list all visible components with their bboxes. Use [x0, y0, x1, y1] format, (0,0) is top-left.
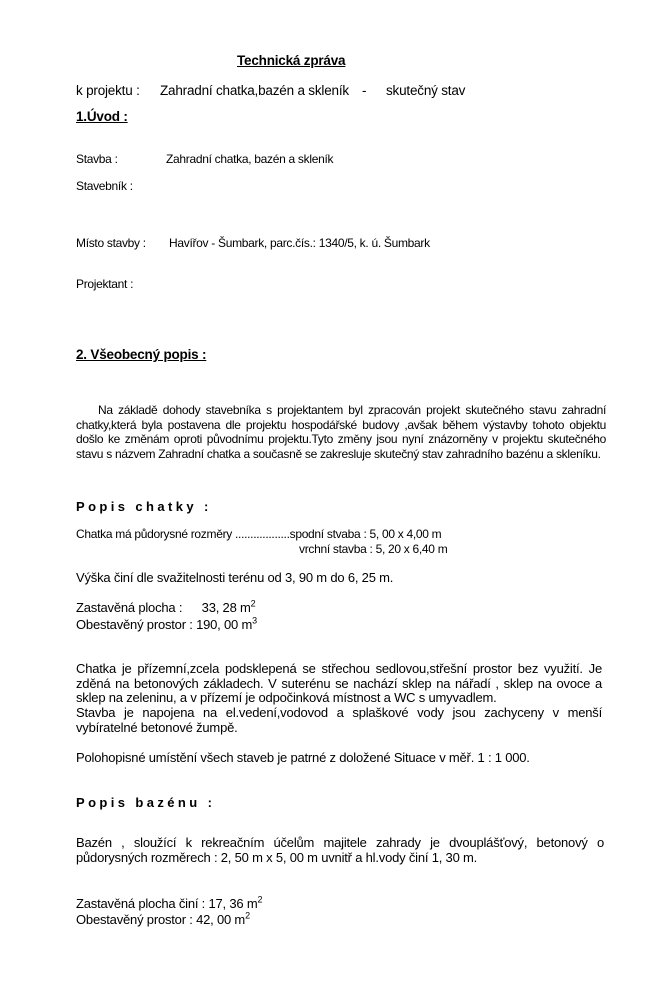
chatka-dims-line1: Chatka má půdorysné rozměry ..................spodní stvaba : 5, 00 x 4,00 m	[76, 527, 442, 541]
chatka-area-value: 33, 28 m	[201, 600, 251, 615]
bazen-area-value: Zastavěná plocha činí : 17, 36 m	[76, 896, 258, 911]
chatka-dims-line2: vrchní stavba : 5, 20 x 6,40 m	[299, 542, 448, 556]
document-title: Technická zpráva	[237, 53, 346, 68]
chatka-volume-exp: 3	[252, 615, 257, 626]
bazen-desc: Bazén , sloužící k rekreačním účelům majitele zahrady je dvouplášťový, betonový o půdorysných rozměrech : 2, 50 m x 5, 00 m uvnitř a hl.vody činí 1, 30 m.	[76, 835, 604, 865]
chatka-area	[76, 600, 255, 615]
chatka-volume	[76, 617, 257, 632]
project-name: Zahradní chatka,bazén a skleník	[160, 83, 349, 98]
chatka-heading: Popis chatky :	[76, 499, 212, 514]
bazen-area	[76, 896, 262, 911]
projektant-label: Projektant :	[76, 277, 134, 291]
stavebnik-label: Stavebník :	[76, 179, 133, 193]
bazen-volume	[76, 912, 250, 927]
chatka-area-exp: 2	[250, 598, 256, 609]
bazen-volume-exp: 2	[245, 910, 250, 921]
project-dash: -	[362, 83, 367, 98]
bazen-heading: Popis bazénu :	[76, 795, 216, 810]
chatka-desc-1: Chatka je přízemní,zcela podsklepená se střechou sedlovou,střešní prostor bez využití. Je zděná na betonových základech. V suterénu se nachází sklep na nářadí , sklep na ovoce a sklep na zeleninu, a v přízemí je odpočinková místnost a WC s umyvadlem.	[76, 661, 602, 705]
intro-heading: 1.Úvod :	[76, 109, 128, 124]
location-note: Polohopisné umístění všech staveb je patrné z doložené Situace v měř. 1 : 1 000.	[76, 750, 530, 765]
general-heading: 2. Všeobecný popis :	[76, 347, 207, 362]
misto-label: Místo stavby :	[76, 236, 146, 250]
chatka-area-label: Zastavěná plocha :	[76, 600, 183, 615]
misto-value: Havířov - Šumbark, parc.čís.: 1340/5, k. ú. Šumbark	[169, 236, 430, 250]
project-status: skutečný stav	[386, 83, 466, 98]
chatka-volume-value: Obestavěný prostor : 190, 00 m	[76, 617, 253, 632]
project-label: k projektu :	[76, 83, 140, 98]
bazen-volume-value: Obestavěný prostor : 42, 00 m	[76, 912, 246, 927]
bazen-area-exp: 2	[257, 894, 263, 905]
stavba-value: Zahradní chatka, bazén a skleník	[166, 152, 334, 166]
chatka-height: Výška činí dle svažitelnosti terénu od 3, 90 m do 6, 25 m.	[76, 570, 394, 585]
general-paragraph: Na základě dohody stavebníka s projektantem byl zpracován projekt skutečného stavu zahradní chatky,která byla postavena dle projektu hospodářské budovy ,avšak během výstavby tohoto objektu došlo ke změnám oproti původnímu projektu.Tyto změny jsou nyní znázorněny v projektu skutečného stavu s názvem Zahradní chatka a současně se zakresluje skutečný stav zahradního bazénu a skleníku.	[76, 403, 606, 461]
chatka-desc-2: Stavba je napojena na el.vedení,vodovod a splaškové vody jsou zachyceny v menší vybíratelné betonové žumpě.	[76, 705, 602, 735]
stavba-label: Stavba :	[76, 152, 118, 166]
